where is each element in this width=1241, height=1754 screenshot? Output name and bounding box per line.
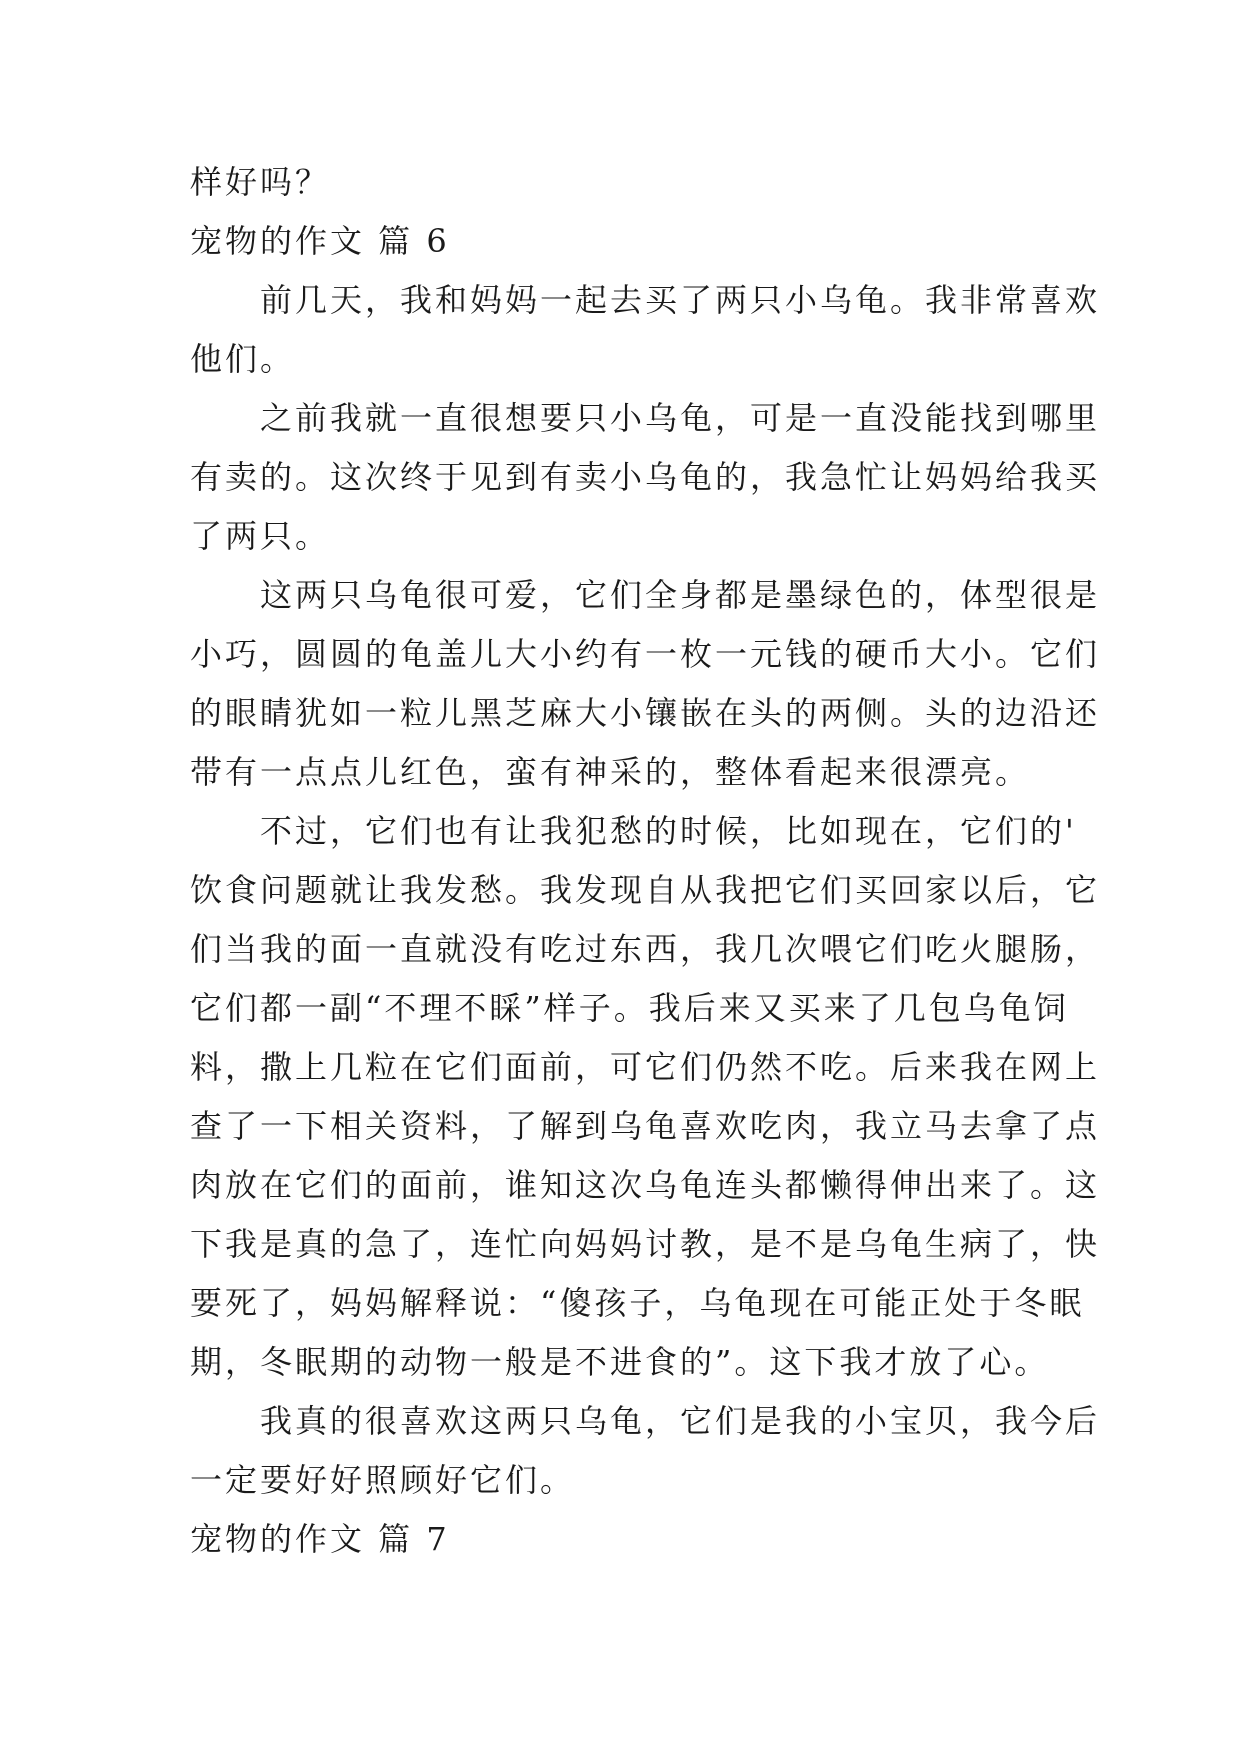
text-line: 有卖的。这次终于见到有卖小乌龟的，我急忙让妈妈给我买 [190,458,1101,496]
text-line: 饮食问题就让我发愁。我发现自从我把它们买回家以后，它 [190,871,1101,909]
text-line: 样好吗？ [190,163,331,201]
text-line: 他们。 [190,340,296,378]
text-line: 前几天，我和妈妈一起去买了两只小乌龟。我非常喜欢 [190,281,1101,319]
text-line: 一定要好好照顾好它们。 [190,1461,576,1499]
text-line: 小巧，圆圆的龟盖儿大小约有一枚一元钱的硬币大小。它们 [190,635,1101,673]
text-line: 了两只。 [190,517,331,555]
text-line: 查了一下相关资料，了解到乌龟喜欢吃肉，我立马去拿了点 [190,1107,1101,1145]
text-line: 我真的很喜欢这两只乌龟，它们是我的小宝贝，我今后 [190,1402,1101,1440]
text-line: 要死了，妈妈解释说：“傻孩子，乌龟现在可能正处于冬眠 [190,1284,1085,1322]
document-body [190,153,1101,1569]
text-line: 这两只乌龟很可爱，它们全身都是墨绿色的，体型很是 [190,576,1101,614]
text-line: 期，冬眠期的动物一般是不进食的”。这下我才放了心。 [190,1343,1050,1381]
text-line: 料，撒上几粒在它们面前，可它们仍然不吃。后来我在网上 [190,1048,1101,1086]
section-heading: 宠物的作文 篇 7 [190,1520,450,1558]
text-line: 不过，它们也有让我犯愁的时候，比如现在，它们的' [190,812,1077,850]
text-line: 的眼睛犹如一粒儿黑芝麻大小镶嵌在头的两侧。头的边沿还 [190,694,1101,732]
text-line: 下我是真的急了，连忙向妈妈讨教，是不是乌龟生病了，快 [190,1225,1101,1263]
text-line: 们当我的面一直就没有吃过东西，我几次喂它们吃火腿肠， [190,930,1101,968]
text-line: 之前我就一直很想要只小乌龟，可是一直没能找到哪里 [190,399,1101,437]
text-line: 带有一点点儿红色，蛮有神采的，整体看起来很漂亮。 [190,753,1031,791]
text-line: 它们都一副“不理不睬”样子。我后来又买来了几包乌龟饲 [190,989,1069,1027]
text-line: 肉放在它们的面前，谁知这次乌龟连头都懒得伸出来了。这 [190,1166,1101,1204]
section-heading: 宠物的作文 篇 6 [190,222,450,260]
